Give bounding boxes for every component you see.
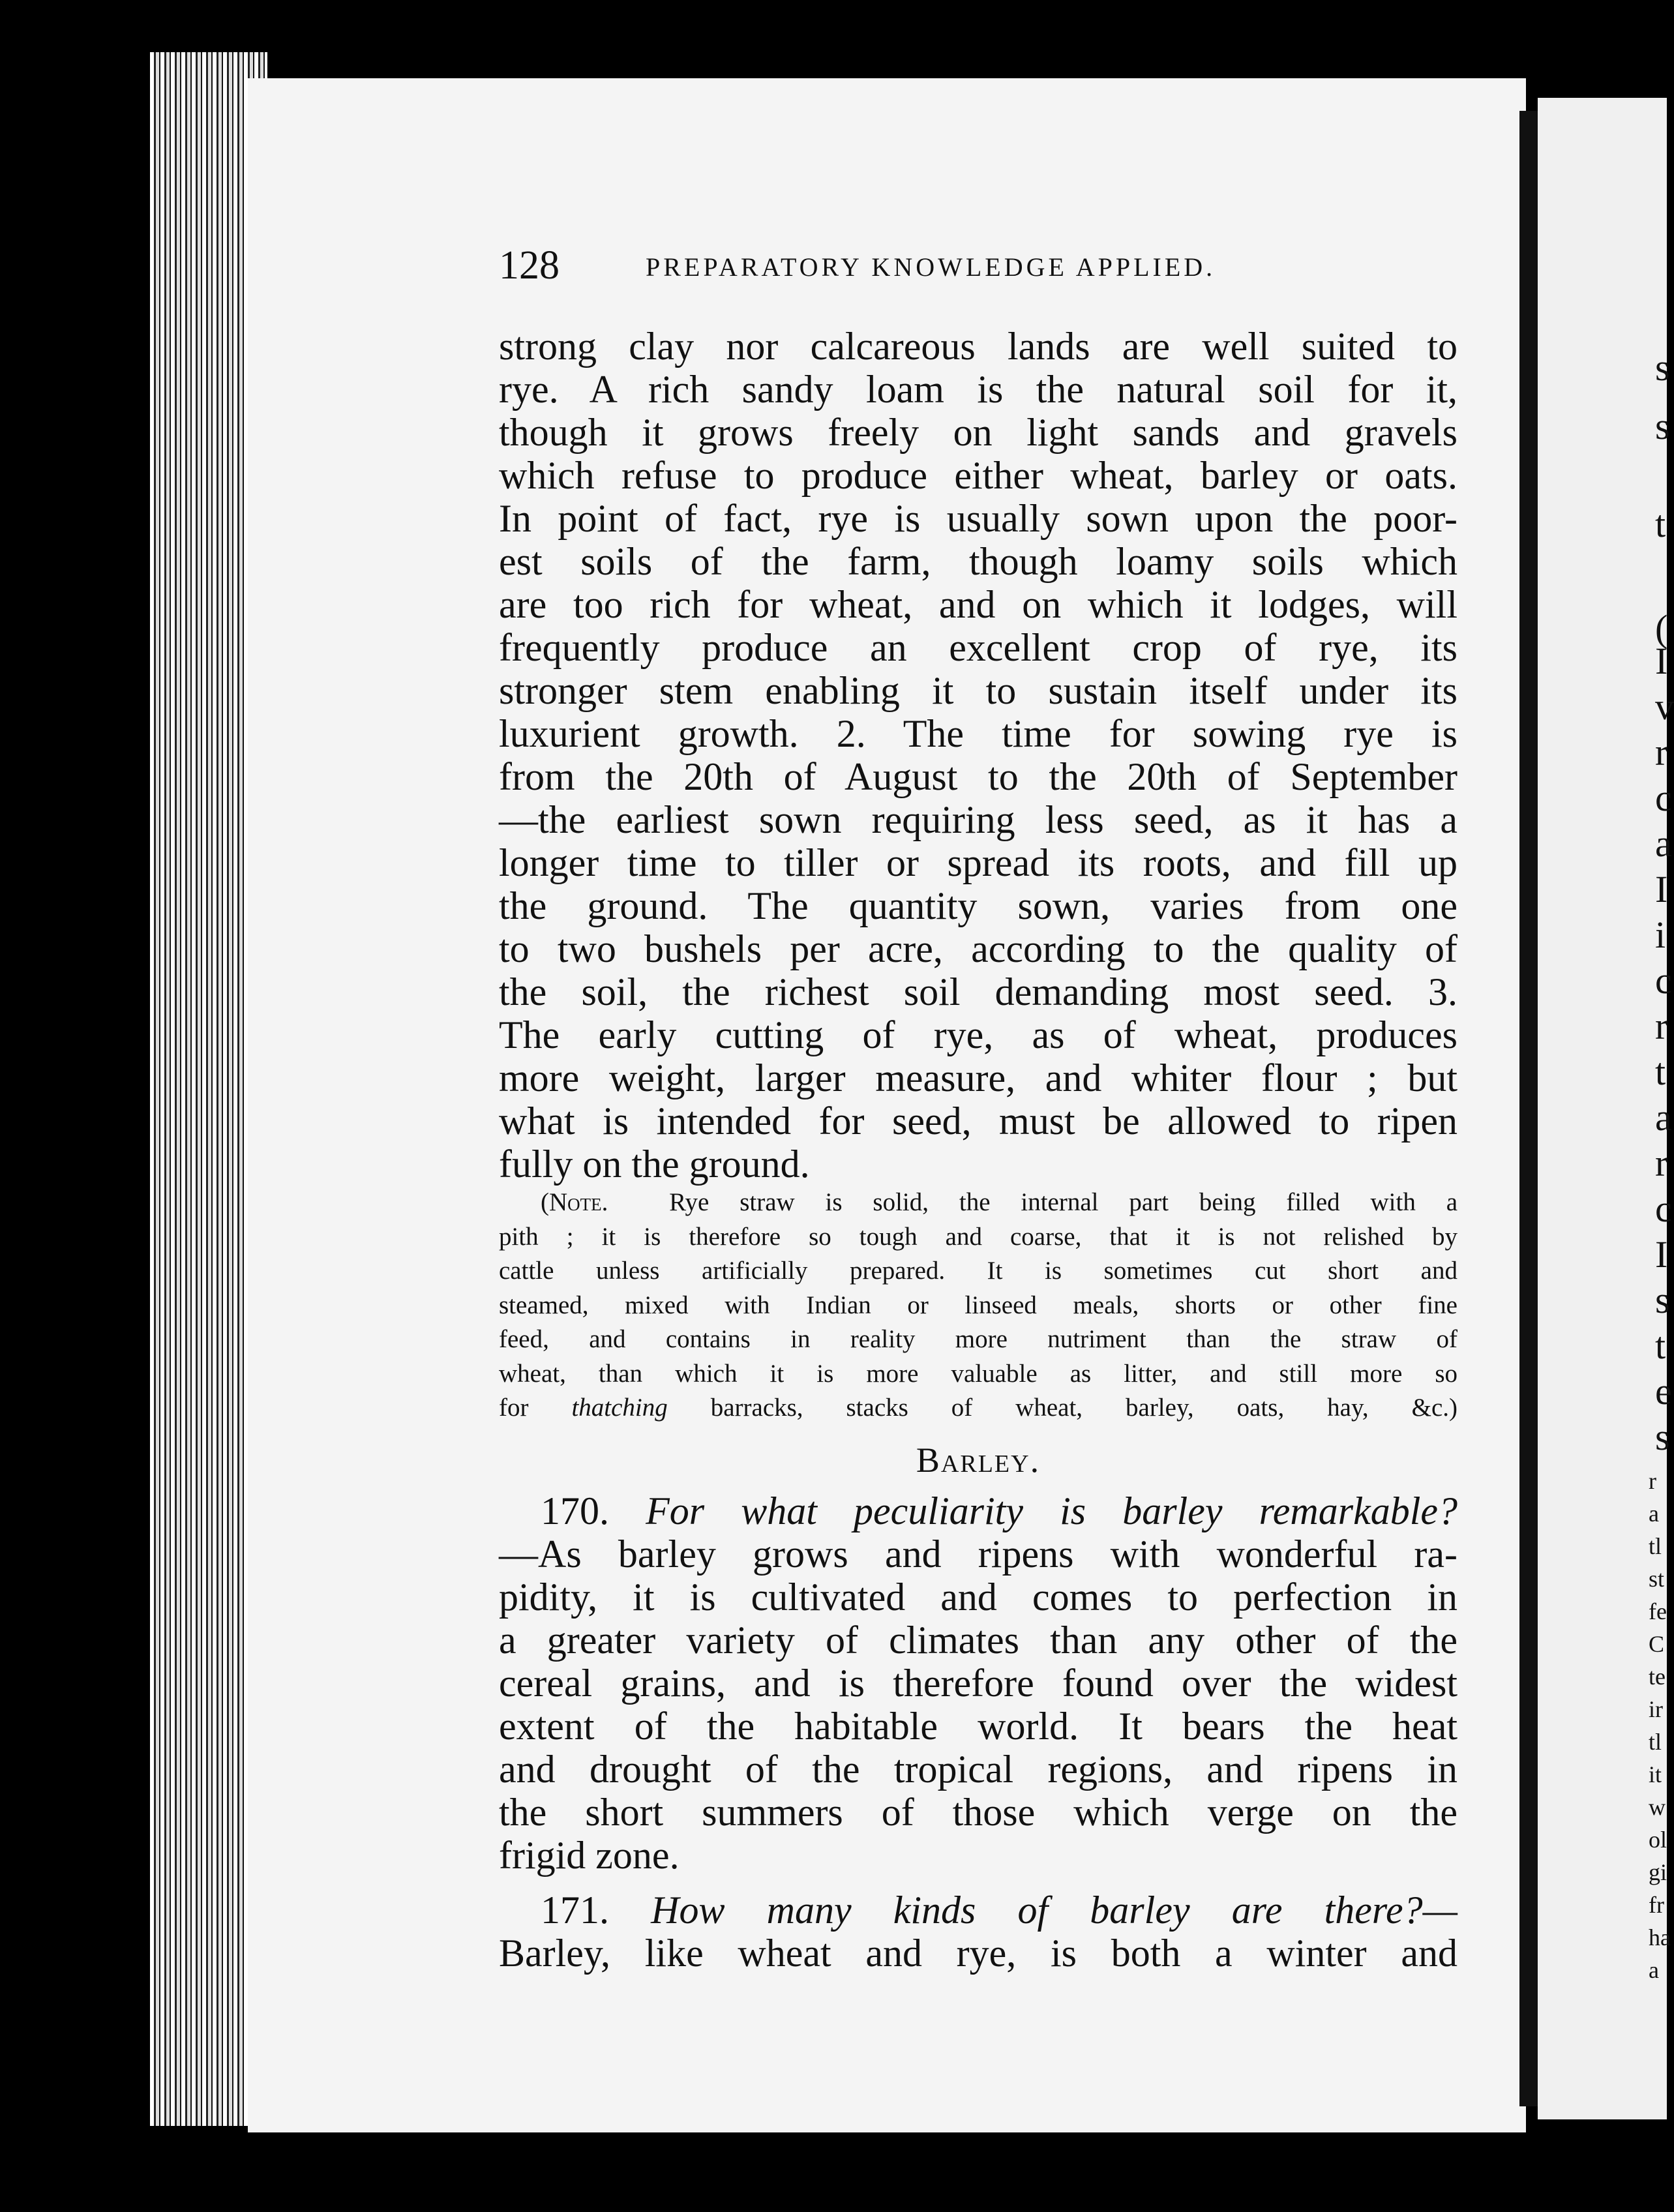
note-line	[499, 1186, 1457, 1220]
text-line: extent of the habitable world. It bears the heat	[499, 1704, 1457, 1748]
facing-page-fragment: w	[1649, 1794, 1666, 1820]
note-line: wheat, than which it is more valuable as litter, and still more so	[499, 1359, 1457, 1388]
facing-page-fragment: s	[1655, 1416, 1670, 1458]
text-line: luxurient growth. 2. The time for sowing rye is	[499, 712, 1457, 755]
section-title: Barley.	[916, 1440, 1041, 1480]
facing-page-fragment: (	[1655, 607, 1668, 650]
text-line: In point of fact, rye is usually sown upon the poor-	[499, 497, 1457, 540]
facing-page-fragment: fr	[1649, 1892, 1664, 1918]
facing-page-fragment: r	[1655, 1005, 1668, 1047]
text-line: a greater variety of climates than any other of the	[499, 1618, 1457, 1662]
text-line: stronger stem enabling it to sustain itself under its	[499, 669, 1457, 712]
text-line: the soil, the richest soil demanding most seed. 3.	[499, 970, 1457, 1013]
facing-page-fragment: a	[1649, 1957, 1659, 1983]
text-line: are too rich for wheat, and on which it lodges, will	[499, 583, 1457, 626]
facing-page-fragment: tl	[1649, 1729, 1662, 1755]
facing-page-fragment: r	[1655, 731, 1668, 773]
facing-page-fragment: v	[1655, 685, 1674, 728]
page-number: 128	[499, 243, 560, 288]
page-body	[499, 325, 1457, 1975]
facing-page-fragment: s	[1655, 1279, 1670, 1321]
text-line: —the earliest sown requiring less seed, as it has a	[499, 798, 1457, 841]
facing-page-fragment: ir	[1649, 1696, 1663, 1722]
facing-page-fragment: st	[1649, 1566, 1665, 1592]
text-line: Barley, like wheat and rye, is both a winter and	[499, 1931, 1457, 1975]
facing-page-fragment: a	[1655, 822, 1672, 865]
facing-page-fragment: e	[1655, 1370, 1672, 1412]
note-line: pith ; it is therefore so tough and coarse, that it is not relished by	[499, 1222, 1457, 1251]
facing-page-fragment: t	[1655, 1051, 1666, 1093]
facing-page-fragment: r	[1649, 1468, 1656, 1494]
text-line: frigid zone.	[499, 1833, 680, 1877]
facing-page-fragment: c	[1655, 1188, 1672, 1230]
text-line: the short summers of those which verge on the	[499, 1790, 1457, 1834]
text-line: pidity, it is cultivated and comes to perfection in	[499, 1575, 1457, 1619]
text-line: and drought of the tropical regions, and ripens in	[499, 1747, 1457, 1791]
facing-page-fragment: ha	[1649, 1924, 1671, 1950]
note-last-rest: barracks, stacks of wheat, barley, oats, hay, &c.)	[710, 1394, 1457, 1422]
question-number: 170.	[541, 1489, 609, 1532]
text-line: more weight, larger measure, and whiter flour ; but	[499, 1056, 1457, 1099]
facing-page-fragment: t	[1655, 503, 1666, 545]
facing-page-fragment: it	[1649, 1761, 1662, 1787]
note-line: steamed, mixed with Indian or linseed meals, shorts or other fine	[499, 1291, 1457, 1319]
facing-page-fragment: ol	[1649, 1827, 1667, 1853]
text-line: longer time to tiller or spread its roots, and fill up	[499, 841, 1457, 884]
text-line: what is intended for seed, must be allowed to ripen	[499, 1099, 1457, 1143]
note-first-line: Rye straw is solid, the internal part being filled with a	[669, 1188, 1457, 1216]
text-line: frequently produce an excellent crop of rye, its	[499, 626, 1457, 669]
facing-page-fragment: i	[1655, 914, 1666, 956]
paragraph-rye	[499, 325, 1457, 1186]
facing-page-fragment: tl	[1649, 1533, 1662, 1559]
facing-page-fragment: te	[1649, 1664, 1666, 1690]
facing-page-fragment: gi	[1649, 1859, 1667, 1885]
facing-page-fragment: r	[1655, 1142, 1668, 1184]
question-text: For what peculiarity is barley remarkable?	[646, 1489, 1458, 1532]
note-line: feed, and contains in reality more nutriment than the straw of	[499, 1325, 1457, 1353]
question-number: 171.	[541, 1888, 609, 1932]
note-paragraph	[499, 1186, 1457, 1426]
facing-page-fragment: c	[1655, 959, 1672, 1002]
facing-page-fragment: a	[1649, 1501, 1659, 1527]
facing-page-fragment: fe	[1649, 1598, 1667, 1624]
facing-page-fragment: I	[1655, 640, 1668, 682]
text-line: which refuse to produce either wheat, barley or oats.	[499, 454, 1457, 497]
question-171	[499, 1889, 1457, 1975]
text-line: cereal grains, and is therefore found over the widest	[499, 1661, 1457, 1705]
note-label: (Note.	[541, 1188, 608, 1216]
facing-page-fragment: c	[1655, 777, 1672, 819]
question-170	[499, 1489, 1457, 1877]
note-italic-word: thatching	[571, 1394, 668, 1422]
text-line: though it grows freely on light sands and gravels	[499, 411, 1457, 454]
note-line	[499, 1391, 1457, 1426]
text-line: The early cutting of rye, as of wheat, produces	[499, 1013, 1457, 1056]
text-line: strong clay nor calcareous lands are well suited to	[499, 325, 1457, 368]
question-line	[499, 1489, 1457, 1532]
facing-page-fragment: s	[1655, 405, 1670, 447]
page-header	[499, 243, 1301, 301]
facing-page-fragment: C	[1649, 1631, 1665, 1657]
book-gutter	[1519, 111, 1538, 2106]
facing-page-fragment: I	[1655, 868, 1668, 910]
text-line: —As barley grows and ripens with wonderful ra-	[499, 1532, 1457, 1576]
question-text: How many kinds of barley are there?—	[651, 1888, 1458, 1932]
text-line: est soils of the farm, though loamy soils which	[499, 540, 1457, 583]
running-head: PREPARATORY KNOWLEDGE APPLIED.	[646, 252, 1216, 282]
facing-page-fragment: a	[1655, 1096, 1672, 1139]
note-last-prefix: for	[499, 1394, 529, 1422]
question-line	[499, 1889, 1457, 1932]
text-line: from the 20th of August to the 20th of September	[499, 755, 1457, 798]
facing-page	[1538, 98, 1674, 2119]
note-line: cattle unless artificially prepared. It is sometimes cut short and	[499, 1257, 1457, 1285]
text-line: to two bushels per acre, according to the quality of	[499, 927, 1457, 970]
facing-page-fragment: t	[1655, 1324, 1666, 1367]
facing-page-fragment: s	[1655, 346, 1670, 389]
facing-page-fragment: I	[1655, 1233, 1668, 1276]
text-line: the ground. The quantity sown, varies from one	[499, 884, 1457, 927]
text-line: fully on the ground.	[499, 1143, 810, 1186]
text-line: rye. A rich sandy loam is the natural soil for it,	[499, 368, 1457, 411]
